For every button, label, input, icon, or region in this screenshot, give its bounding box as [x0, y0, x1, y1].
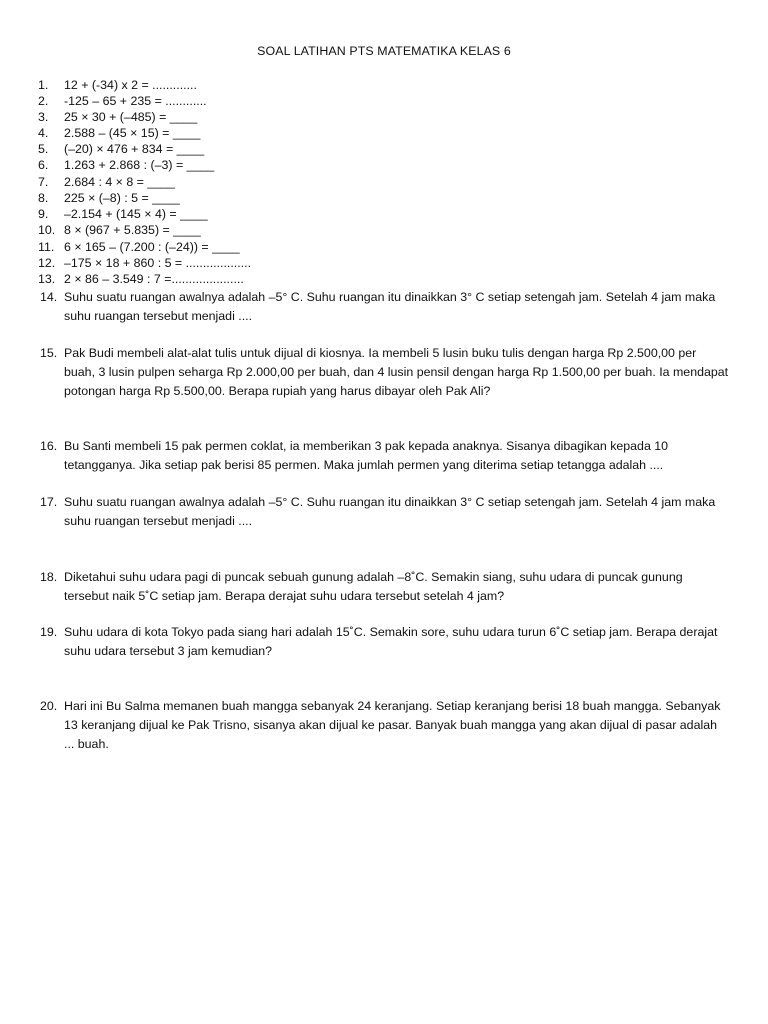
- question-text: Pak Budi membeli alat-alat tulis untuk dijual di kiosnya. Ia membeli 5 lusin buku tulis dengan harga Rp 2.500,00 per buah, 3 lusin pulpen seharga Rp 2.000,00 per buah, dan 4 lusin pensil dengan harga Rp 1.500,00 per buah. Ia mendapat potongan harga Rp 5.500,00. Berapa rupiah yang harus dibayar oleh Pak Ali?: [64, 346, 729, 398]
- question-number: 3.: [38, 110, 49, 124]
- question-9: [38, 206, 208, 222]
- question-12: [38, 255, 251, 271]
- question-number: 10.: [38, 223, 56, 237]
- question-number: 2.: [38, 94, 49, 108]
- question-text: 2.588 – (45 × 15) = ____: [64, 126, 201, 140]
- question-15: [40, 344, 730, 401]
- question-number: 6.: [38, 158, 49, 172]
- question-number: 14.: [40, 290, 58, 304]
- question-text: Suhu suatu ruangan awalnya adalah –5° C. Suhu ruangan itu dinaikkan 3° C setiap setengah jam. Setelah 4 jam maka suhu ruangan tersebut menjadi ....: [64, 290, 716, 323]
- question-14: [40, 288, 730, 326]
- question-text: Bu Santi membeli 15 pak permen coklat, ia memberikan 3 pak kepada anaknya. Sisanya dibagikan kepada 10 tetangganya. Jika setiap pak berisi 85 permen. Maka jumlah permen yang diterima setiap tetangga adalah ....: [64, 439, 669, 472]
- question-number: 15.: [40, 346, 58, 360]
- question-text: 8 × (967 + 5.835) = ____: [64, 223, 201, 237]
- question-number: 12.: [38, 256, 56, 270]
- question-number: 18.: [40, 570, 58, 584]
- question-11: [38, 239, 240, 255]
- question-number: 19.: [40, 625, 58, 639]
- question-number: 1.: [38, 78, 49, 92]
- question-text: Suhu udara di kota Tokyo pada siang hari adalah 15˚C. Semakin sore, suhu udara turun 6˚C setiap jam. Berapa derajat suhu udara tersebut 3 jam kemudian?: [64, 625, 718, 658]
- question-5: [38, 141, 204, 157]
- question-20: [40, 697, 730, 754]
- question-2: [38, 93, 207, 109]
- question-13: [38, 271, 244, 287]
- question-text: (–20) × 476 + 834 = ____: [64, 142, 205, 156]
- question-text: 2.684 : 4 × 8 = ____: [64, 175, 175, 189]
- question-18: [40, 568, 730, 606]
- question-text: 2 × 86 – 3.549 : 7 =.....................: [64, 272, 244, 286]
- question-text: Hari ini Bu Salma memanen buah mangga sebanyak 24 keranjang. Setiap keranjang berisi 18 buah mangga. Sebanyak 13 keranjang dijual ke Pak Trisno, sisanya akan dijual ke pasar. Banyak buah mangga yang akan dijual di pasar adalah ... buah.: [64, 699, 721, 751]
- question-number: 20.: [40, 699, 58, 713]
- question-3: [38, 109, 197, 125]
- question-text: Diketahui suhu udara pagi di puncak sebuah gunung adalah –8˚C. Semakin siang, suhu udara di puncak gunung tersebut naik 5˚C setiap jam. Berapa derajat suhu udara tersebut setelah 4 jam?: [64, 570, 683, 603]
- question-text: 6 × 165 – (7.200 : (–24)) = ____: [64, 240, 240, 254]
- question-text: 25 × 30 + (–485) = ____: [64, 110, 198, 124]
- question-number: 5.: [38, 142, 49, 156]
- question-number: 13.: [38, 272, 56, 286]
- question-10: [38, 222, 201, 238]
- question-text: -125 – 65 + 235 = ............: [64, 94, 207, 108]
- question-text: 225 × (–8) : 5 = ____: [64, 191, 180, 205]
- question-1: [38, 77, 197, 93]
- question-7: [38, 174, 175, 190]
- question-16: [40, 437, 730, 475]
- question-number: 16.: [40, 439, 58, 453]
- question-number: 11.: [38, 240, 55, 254]
- question-number: 7.: [38, 175, 49, 189]
- document-title: SOAL LATIHAN PTS MATEMATIKA KELAS 6: [257, 44, 511, 58]
- question-text: Suhu suatu ruangan awalnya adalah –5° C. Suhu ruangan itu dinaikkan 3° C setiap setengah jam. Setelah 4 jam maka suhu ruangan tersebut menjadi ....: [64, 495, 716, 528]
- question-6: [38, 157, 214, 173]
- question-text: –2.154 + (145 × 4) = ____: [64, 207, 208, 221]
- question-4: [38, 125, 200, 141]
- question-text: –175 × 18 + 860 : 5 = ...................: [64, 256, 252, 270]
- question-number: 8.: [38, 191, 49, 205]
- question-17: [40, 493, 730, 531]
- question-8: [38, 190, 180, 206]
- question-text: 12 + (-34) x 2 = .............: [64, 78, 197, 92]
- question-number: 9.: [38, 207, 49, 221]
- question-19: [40, 623, 730, 661]
- question-number: 4.: [38, 126, 49, 140]
- question-text: 1.263 + 2.868 : (–3) = ____: [64, 158, 215, 172]
- question-number: 17.: [40, 495, 58, 509]
